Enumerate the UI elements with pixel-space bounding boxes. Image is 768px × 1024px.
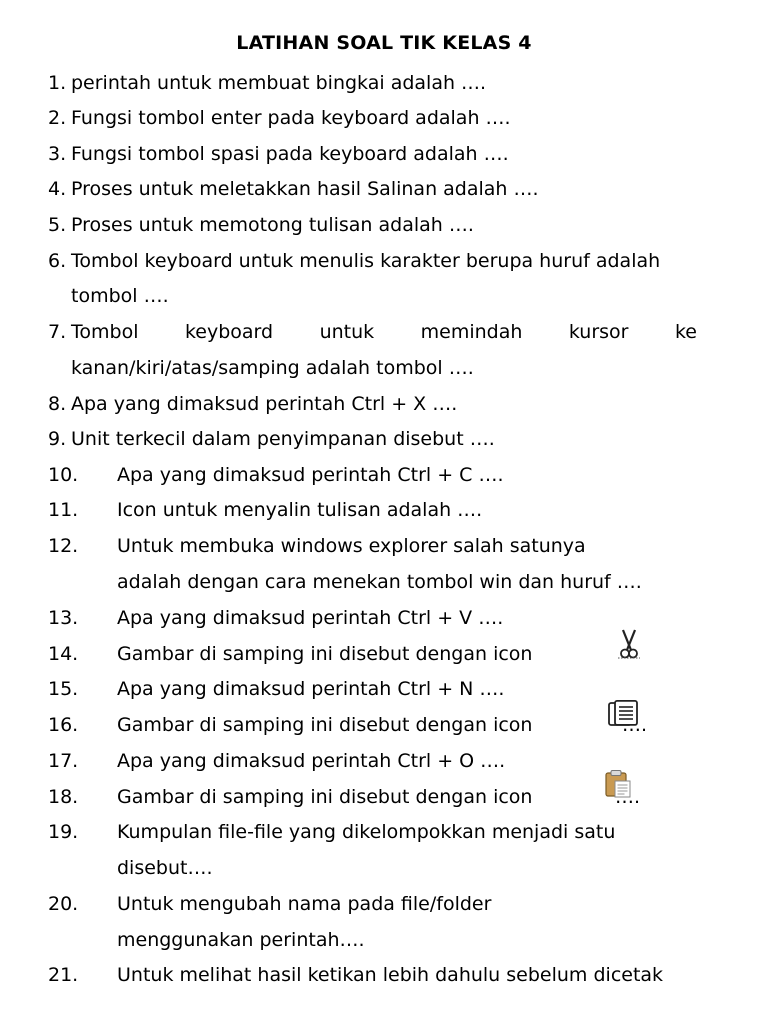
question-number: 13. [48, 607, 79, 629]
question-number: 2. [48, 107, 67, 129]
question-text: Apa yang dimaksud perintah Ctrl + X …. [71, 393, 458, 415]
question-text: Apa yang dimaksud perintah Ctrl + C …. [117, 464, 504, 486]
question-text-continued: kanan/kiri/atas/samping adalah tombol …. [71, 357, 474, 379]
question-number: 8. [48, 393, 67, 415]
question-text: Gambar di samping ini disebut dengan icon [117, 786, 533, 808]
question-number: 19. [48, 821, 79, 843]
word: untuk [319, 321, 375, 343]
question-text: Untuk mengubah nama pada file/folder [117, 893, 492, 915]
question-number: 16. [48, 714, 79, 736]
word: Tombol [71, 321, 139, 343]
question-text-continued: disebut…. [117, 857, 213, 879]
word: memindah [420, 321, 523, 343]
question-number: 7. [48, 321, 67, 343]
answer-dots: …. [622, 714, 648, 736]
question-text: Icon untuk menyalin tulisan adalah …. [117, 499, 483, 521]
answer-dots: …. [615, 786, 641, 808]
question-text: Apa yang dimaksud perintah Ctrl + N …. [117, 678, 505, 700]
question-text: Gambar di samping ini disebut dengan icon [117, 643, 533, 665]
question-number: 10. [48, 464, 79, 486]
question-text: perintah untuk membuat bingkai adalah …. [71, 72, 487, 94]
question-number: 20. [48, 893, 79, 915]
question-text-continued: menggunakan perintah…. [117, 929, 365, 951]
question-text: Proses untuk meletakkan hasil Salinan adalah …. [71, 178, 539, 200]
question-text: Unit terkecil dalam penyimpanan disebut …. [71, 428, 495, 450]
question-text-continued: adalah dengan cara menekan tombol win dan huruf …. [117, 571, 642, 593]
question-text: Proses untuk memotong tulisan adalah …. [71, 214, 474, 236]
word: kursor [568, 321, 629, 343]
question-number: 11. [48, 499, 79, 521]
question-text-continued: tombol …. [71, 285, 169, 307]
word: keyboard [184, 321, 274, 343]
question-number: 21. [48, 964, 79, 986]
question-number: 1. [48, 72, 67, 94]
question-number: 15. [48, 678, 79, 700]
question-number: 14. [48, 643, 79, 665]
question-number: 6. [48, 250, 67, 272]
question-text: Gambar di samping ini disebut dengan icon [117, 714, 533, 736]
scissors-icon [614, 628, 644, 666]
word: ke [674, 321, 697, 343]
question-number: 4. [48, 178, 67, 200]
question-number: 18. [48, 786, 79, 808]
question-text: Fungsi tombol enter pada keyboard adalah …. [71, 107, 511, 129]
question-text: Untuk membuka windows explorer salah satunya [117, 535, 586, 557]
question-number: 12. [48, 535, 79, 557]
question-text: Kumpulan file-file yang dikelompokkan menjadi satu [117, 821, 616, 843]
question-number: 17. [48, 750, 79, 772]
question-number: 5. [48, 214, 67, 236]
question-text-justified [71, 321, 697, 343]
question-text: Apa yang dimaksud perintah Ctrl + O …. [117, 750, 506, 772]
question-number: 3. [48, 143, 67, 165]
question-text: Fungsi tombol spasi pada keyboard adalah …. [71, 143, 509, 165]
question-number: 9. [48, 428, 67, 450]
question-text: Apa yang dimaksud perintah Ctrl + V …. [117, 607, 504, 629]
question-text: Untuk melihat hasil ketikan lebih dahulu sebelum dicetak [117, 964, 664, 986]
question-text: Tombol keyboard untuk menulis karakter berupa huruf adalah [71, 250, 661, 272]
page-title: LATIHAN SOAL TIK KELAS 4 [236, 32, 532, 54]
